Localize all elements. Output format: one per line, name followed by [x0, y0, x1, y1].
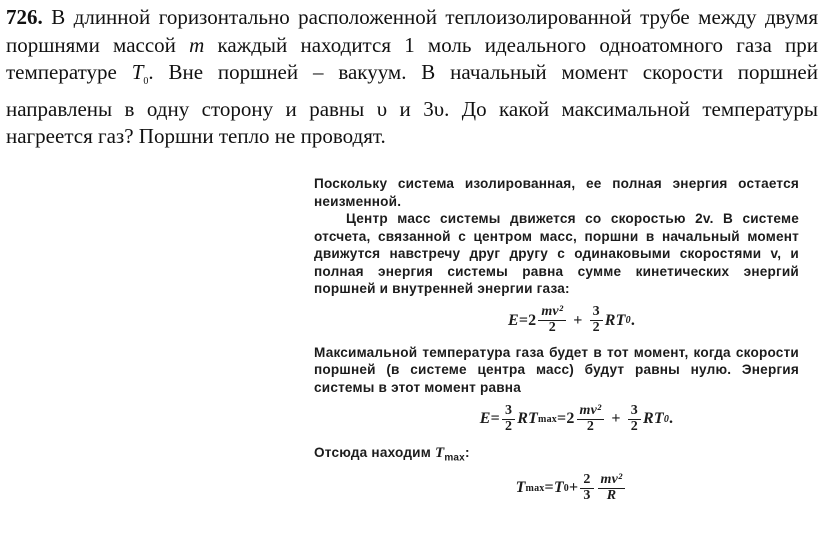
f3-frac1-num: 2: [580, 473, 593, 489]
f3-frac1-den: 3: [583, 487, 591, 503]
f3-t0-sub: 0: [563, 482, 569, 494]
f1-eq: =: [518, 311, 529, 329]
f2-frac-kinetic: [577, 404, 605, 434]
variable-t-subscript: 0: [143, 76, 149, 88]
f1-frac2-den: 2: [592, 320, 600, 335]
f1-end: .: [630, 311, 636, 329]
problem-statement: [6, 4, 818, 151]
formula-tmax: [344, 467, 799, 509]
f2-end: .: [669, 410, 674, 427]
f3-eq: =: [544, 479, 554, 497]
f1-frac-kinetic: [538, 305, 566, 335]
f1-term: RT: [604, 311, 626, 329]
f3-frac2-num: mv²: [598, 473, 626, 489]
p4-var: T: [434, 445, 445, 461]
f2-term2-sub: 0: [663, 413, 670, 425]
problem-text-1: В длинной горизонтально расположенной теплоизолированной трубе между двумя поршнями массой: [6, 5, 818, 57]
f2-frac3-num: 3: [628, 404, 641, 420]
solution-paragraph-1: Поскольку система изолированная, ее полная энергия остается неизменной.: [314, 176, 799, 209]
p4-end: :: [464, 445, 470, 460]
f3-lhs: T: [515, 479, 526, 497]
f2-frac-three-halves-2: [628, 404, 641, 434]
f2-term1-sub: max: [538, 413, 557, 425]
solution-block: [314, 175, 799, 509]
f1-frac2-num: 3: [590, 305, 603, 321]
problem-text-2: каждый находится 1 моль идеального одноатомного газа при температуре: [6, 32, 818, 84]
f3-frac-mv2-r: [598, 473, 626, 503]
f3-lhs-sub: max: [525, 482, 545, 494]
f1-plus: +: [573, 311, 583, 329]
problem-text-3: . Вне поршней – вакуум. В начальный момент скорости поршней направлены в одну сторону и равны υ и 3υ. До какой максимальной температуры нагреется газ? Поршни тепло не проводят.: [6, 60, 818, 149]
f2-frac1-den: 2: [504, 418, 513, 434]
p4-text: Отсюда находим: [314, 445, 435, 460]
solution-paragraph-3: Максимальной температура газа будет в тот момент, когда скорости поршней (в системе центра масс) будут равны нулю. Энергия системы в этот момент равна: [314, 344, 799, 395]
solution-paragraph-2: Центр масс системы движется со скоростью 2v. В системе отсчета, связанной с центром масс, поршни в начальный момент движутся навстречу друг другу с одинаковыми скоростями v, и полная энергия системы равна сумме кинетических энергий поршней и внутренней энергии газа:: [314, 211, 799, 296]
f2-frac3-den: 2: [630, 418, 638, 434]
f3-plus: +: [569, 479, 579, 497]
f3-frac-two-thirds: [580, 473, 593, 503]
f2-term2: RT: [642, 410, 664, 427]
f2-eq2: =: [556, 410, 567, 427]
variable-t: T: [131, 60, 144, 84]
f1-frac1-den: 2: [548, 320, 556, 335]
f1-lhs: E: [507, 311, 519, 329]
f2-eq1: =: [490, 410, 500, 427]
problem-number: 726.: [6, 5, 43, 29]
f2-coef: 2: [566, 410, 575, 427]
f1-frac1-num: mv²: [538, 305, 566, 321]
f2-plus: +: [611, 410, 621, 427]
formula-energy-max: [354, 396, 799, 442]
f2-frac2-num: mv²: [577, 404, 605, 420]
f1-coef: 2: [528, 311, 537, 329]
f2-frac2-den: 2: [586, 418, 595, 434]
f2-lhs: E: [479, 410, 491, 427]
p4-sub: max: [444, 452, 465, 464]
f3-t0: T: [553, 479, 564, 497]
solution-paragraph-4: [314, 444, 799, 467]
f1-frac-three-halves: [590, 305, 603, 335]
f1-term-sub: 0: [625, 315, 631, 326]
f2-frac1-num: 3: [502, 404, 515, 420]
variable-m: m: [189, 32, 205, 57]
f2-term1: RT: [517, 410, 539, 427]
formula-energy-initial: [344, 298, 799, 344]
f2-frac-three-halves-1: [502, 404, 515, 434]
f3-frac2-den: R: [606, 487, 617, 503]
